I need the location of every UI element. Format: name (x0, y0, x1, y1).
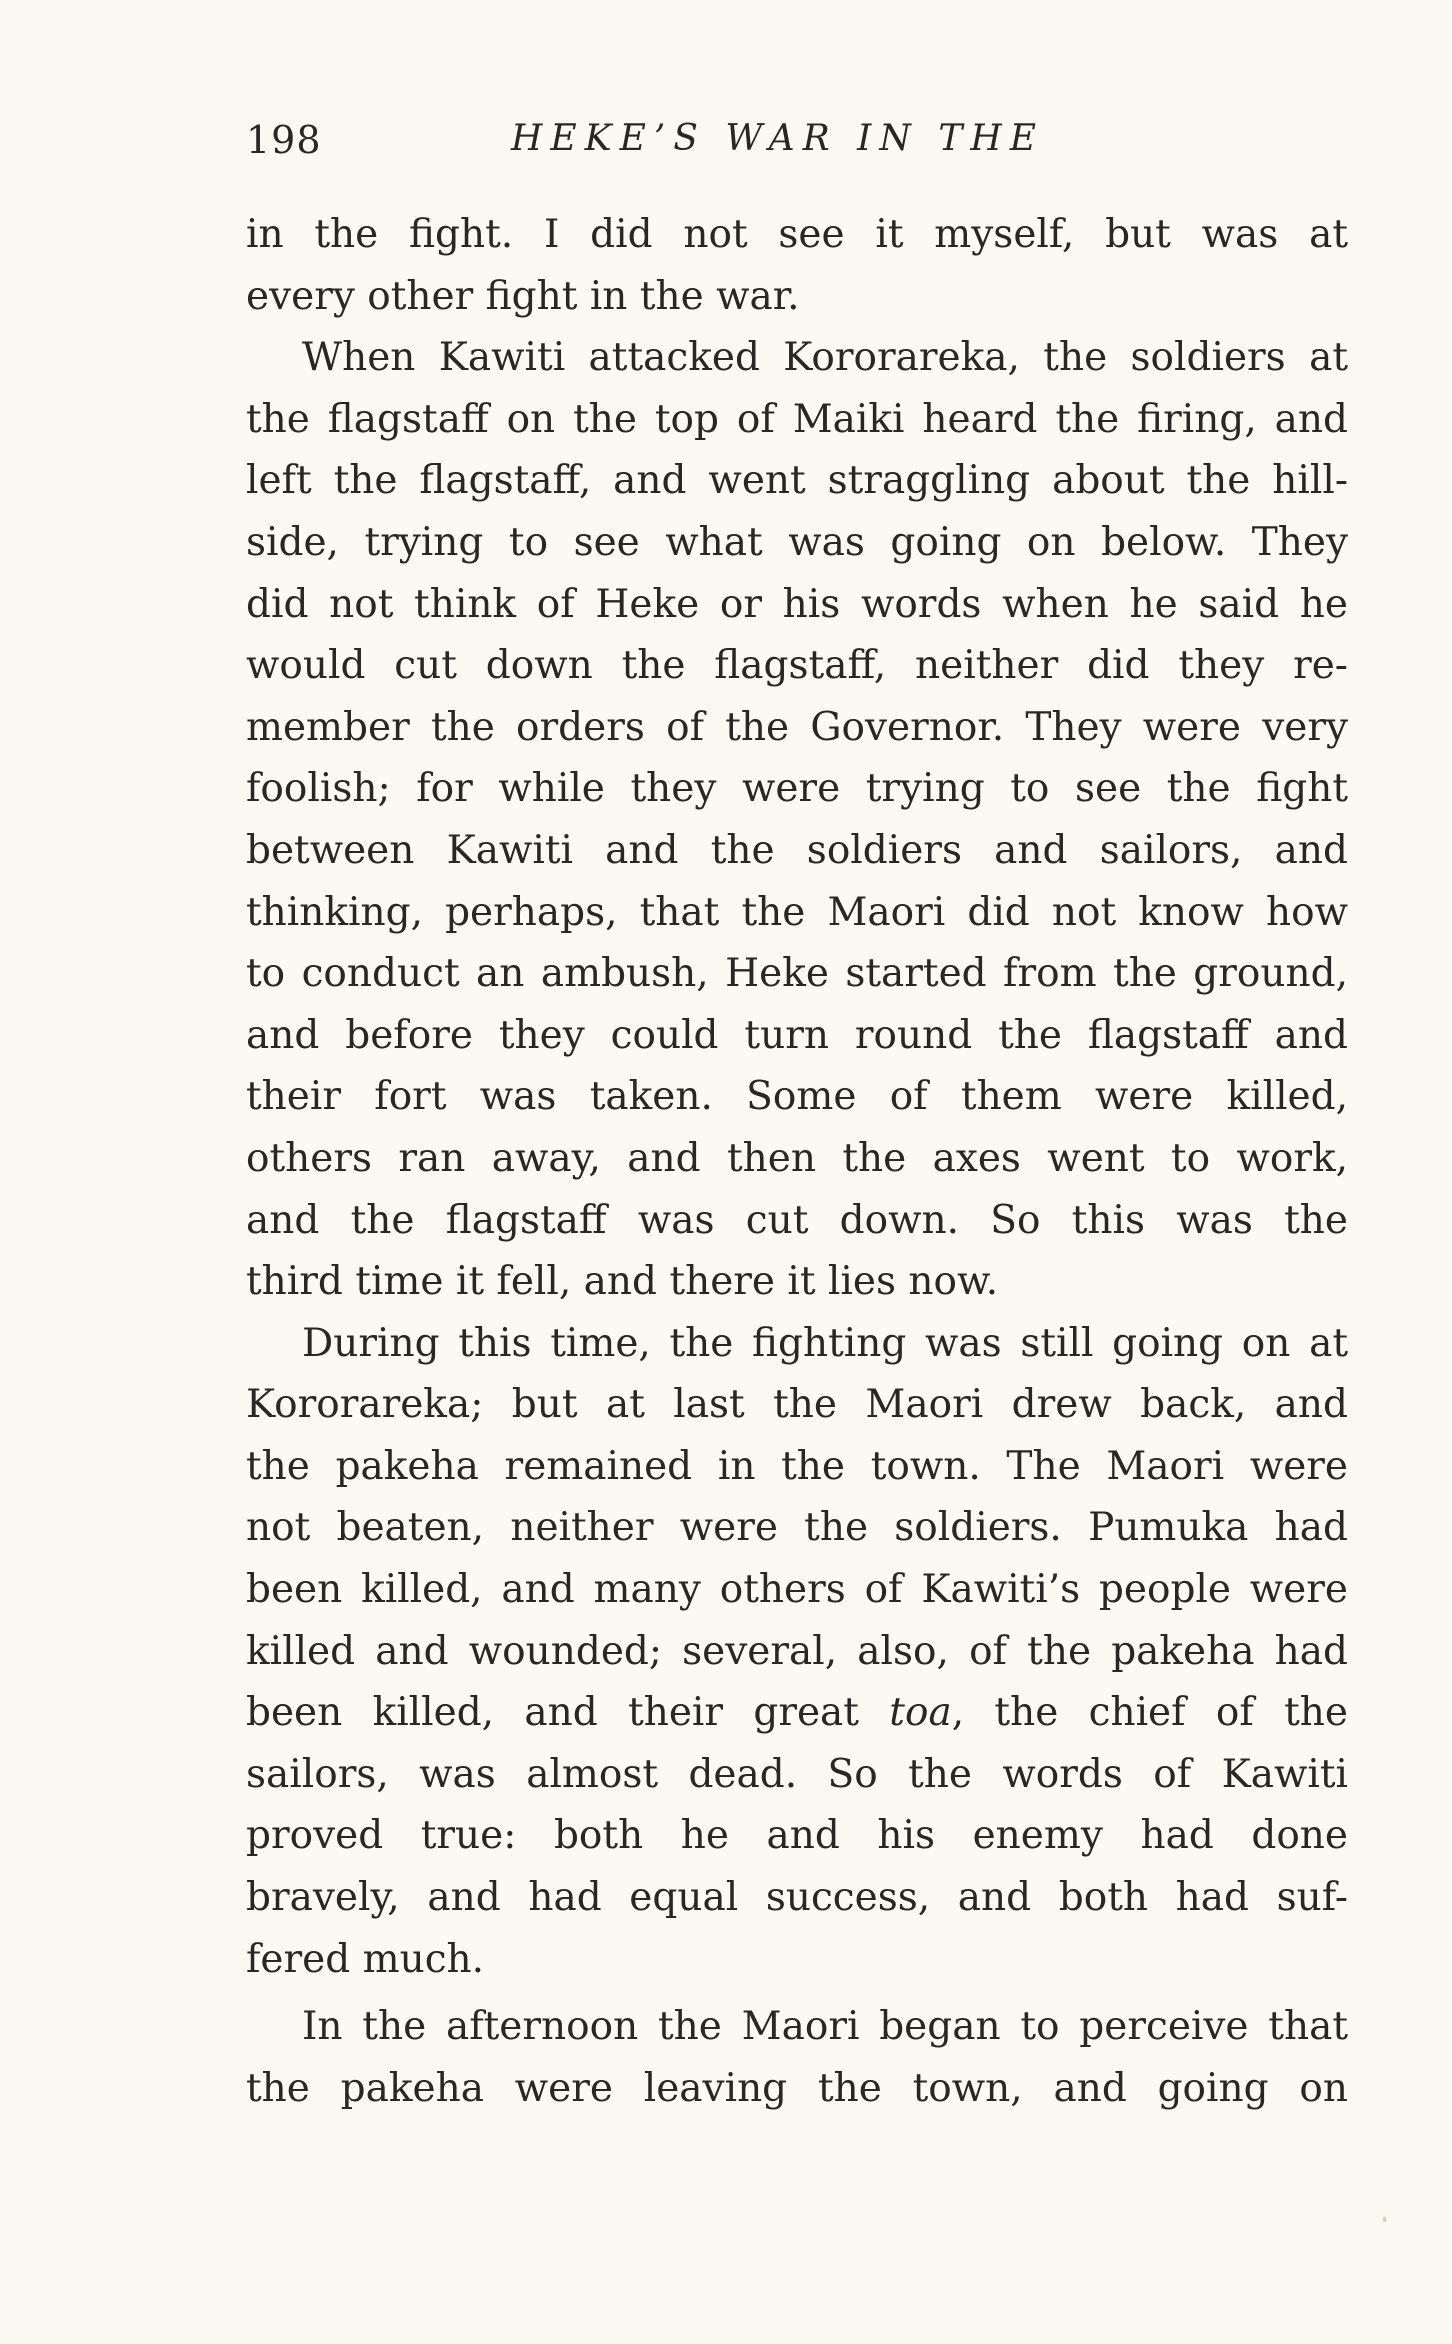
text-line: side, trying to see what was going on below. They (246, 519, 1348, 565)
text-line: others ran away, and then the axes went to work, (246, 1135, 1348, 1181)
text-line: the pakeha remained in the town. The Maori were (246, 1443, 1348, 1489)
text-line: been killed, and many others of Kawiti’s people were (246, 1567, 1348, 1613)
text-line: proved true: both he and his enemy had done (246, 1813, 1348, 1859)
text-line: the flagstaff on the top of Maiki heard the firing, and (246, 396, 1348, 442)
text-line: to conduct an ambush, Heke started from the ground, (246, 951, 1348, 997)
italic-word: toa (889, 1690, 952, 1736)
text-line: When Kawiti attacked Kororareka, the soldiers at (302, 335, 1348, 381)
text-line: bravely, and had equal success, and both had suf- (246, 1875, 1348, 1921)
body-text (246, 204, 1348, 2119)
text-line: fered much. (246, 1936, 485, 1982)
text-line: thinking, perhaps, that the Maori did not know how (246, 889, 1348, 935)
text-line: every other fight in the war. (246, 273, 800, 319)
text-line: foolish; for while they were trying to see the fight (246, 766, 1348, 812)
text-line: not beaten, neither were the soldiers. Pumuka had (246, 1505, 1348, 1551)
text-line: killed and wounded; several, also, of the pakeha had (246, 1628, 1348, 1674)
text-line: Kororareka; but at last the Maori drew back, and (246, 1382, 1348, 1428)
page-number: 198 (246, 118, 322, 162)
text-line: would cut down the flagstaff, neither did they re- (246, 643, 1348, 689)
text-line: sailors, was almost dead. So the words of Kawiti (246, 1751, 1348, 1797)
text-line: in the fight. I did not see it myself, but was at (246, 212, 1348, 257)
text-line: left the flagstaff, and went straggling about the hill- (246, 458, 1348, 504)
text-line: their fort was taken. Some of them were killed, (246, 1074, 1348, 1120)
text-line: and before they could turn round the flagstaff and (246, 1012, 1348, 1058)
page-header (246, 118, 1350, 178)
paper-speck (1383, 2217, 1386, 2222)
text-line: In the afternoon the Maori began to perceive that (302, 2004, 1348, 2050)
running-title: HEKE’S WAR IN THE (511, 118, 1045, 159)
text-line: member the orders of the Governor. They were very (246, 704, 1348, 750)
text-line: the pakeha were leaving the town, and going on (246, 2065, 1348, 2111)
text-line: During this time, the fighting was still going on at (302, 1320, 1348, 1366)
text-line: between Kawiti and the soldiers and sailors, and (246, 827, 1348, 873)
text-line: third time it fell, and there it lies now. (246, 1259, 999, 1305)
text-line: did not think of Heke or his words when he said he (246, 581, 1348, 627)
text-line: and the flagstaff was cut down. So this was the (246, 1197, 1348, 1243)
text-line: been killed, and their great toa, the chief of the (246, 1690, 1348, 1736)
